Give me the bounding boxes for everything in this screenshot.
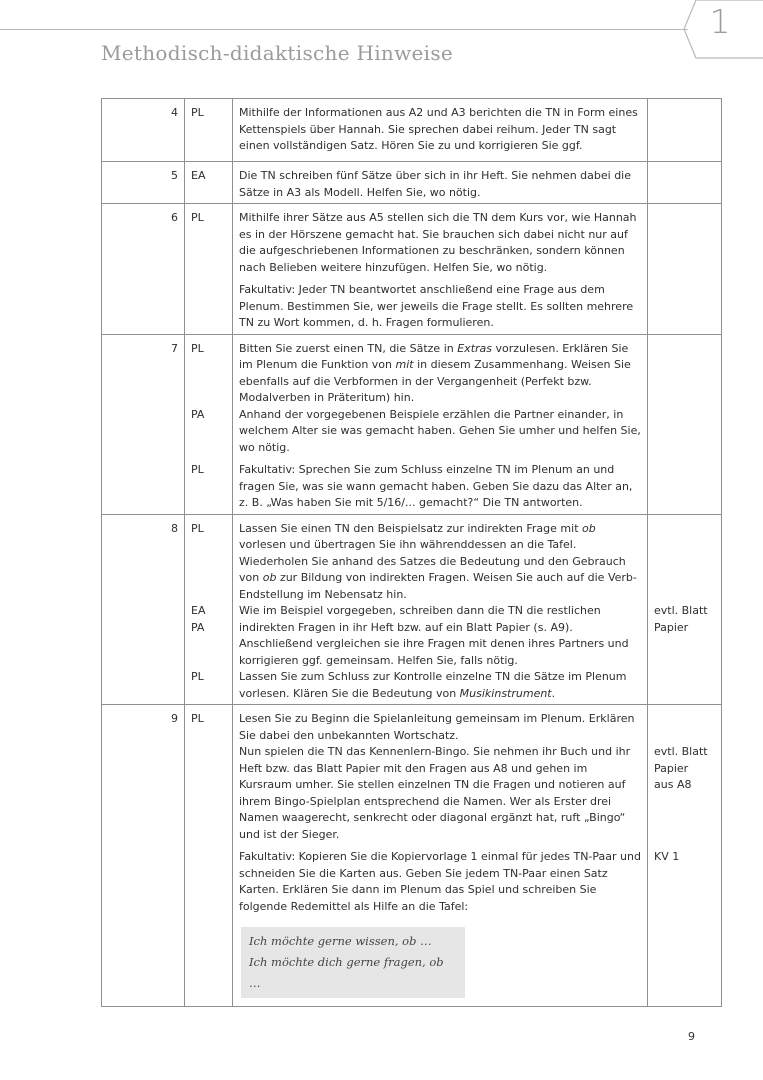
- table-row: [102, 99, 722, 162]
- material-cell: [648, 162, 722, 204]
- instruction-text: [233, 514, 648, 705]
- phrase-line: Ich möchte dich gerne fragen, ob …: [249, 955, 444, 990]
- step-number: 9: [102, 705, 185, 1007]
- instruction-text: [233, 705, 648, 1007]
- material-item: evtl. Blatt: [654, 604, 708, 617]
- social-form: PL: [185, 99, 233, 162]
- phrase-box: [241, 927, 465, 998]
- step-number: 7: [102, 334, 185, 514]
- phrase-line: Ich möchte gerne wissen, ob …: [249, 934, 432, 948]
- paragraph: Bitten Sie zuerst einen TN, die Sätze in Extras vorzulesen. Erklären Sie im Plenum die Funktion von mit in diesem Zusammenhang. Weisen Sie ebenfalls auf die Verbformen in der Vergangenheit (Perfekt bzw. Modalverben in Präteritum) hin.: [239, 341, 631, 404]
- social-form: PL: [191, 521, 204, 535]
- paragraph: Wie im Beispiel vorgegeben, schreiben dann die TN die restlichen indirekten Fragen in ihr Heft bzw. auf ein Blatt Papier (s. A9). Anschließend vergleichen sie ihre Fragen mit denen ihres Partners und korrigieren ggf. gemeinsam. Helfen Sie, falls nötig.: [239, 604, 629, 667]
- instruction-text: [233, 204, 648, 335]
- step-number: 6: [102, 204, 185, 335]
- paragraph-optional: Fakultativ: Sprechen Sie zum Schluss einzelne TN im Plenum an und fragen Sie, was sie wann gemacht haben. Geben Sie dazu das Alter an, z. B. „Was haben Sie mit 5/16/... gemacht?“ Die TN antworten.: [239, 463, 633, 509]
- header-rule: [0, 29, 688, 30]
- paragraph: Die TN schreiben fünf Sätze über sich in ihr Heft. Sie nehmen dabei die Sätze in A3 als Modell. Helfen Sie, wo nötig.: [239, 169, 632, 199]
- instruction-text: [233, 334, 648, 514]
- table-row: [102, 514, 722, 705]
- material-item: evtl. Blatt: [654, 745, 708, 758]
- table-row: [102, 705, 722, 1007]
- material-item: KV 1: [654, 850, 680, 863]
- page-title: Methodisch-didaktische Hinweise: [101, 41, 454, 65]
- paragraph-optional: Fakultativ: Kopieren Sie die Kopiervorlage 1 einmal für jedes TN-Paar und schneiden Sie die Karten aus. Geben Sie jedem TN-Paar einen Satz Karten. Erklären Sie dann im Plenum das Spiel und schreiben Sie folgende Redemittel als Hilfe an die Tafel:: [239, 850, 641, 913]
- material-cell: [648, 705, 722, 1007]
- material-cell: [648, 334, 722, 514]
- material-cell: [648, 204, 722, 335]
- step-number: 8: [102, 514, 185, 705]
- paragraph-optional: Fakultativ: Jeder TN beantwortet anschließend eine Frage aus dem Plenum. Bestimmen Sie, wer jeweils die Frage stellt. Es sollten mehrere TN zu Wort kommen, d. h. Fragen formulieren.: [239, 283, 634, 329]
- page-number: 9: [688, 1030, 695, 1043]
- social-form: PA: [191, 620, 205, 634]
- chapter-number: 1: [709, 2, 731, 41]
- paragraph: Lassen Sie einen TN den Beispielsatz zur indirekten Frage mit ob vorlesen und übertragen Sie ihn währenddessen an die Tafel. Wiederholen Sie anhand des Satzes die Bedeutung und den Gebrauch von ob zur Bildung von indirekten Fragen. Weisen Sie auch auf die Verb-Endstellung im Nebensatz hin.: [239, 521, 637, 601]
- social-form: PL: [191, 341, 204, 355]
- material-item: Papier: [654, 761, 689, 775]
- instruction-text: [233, 99, 648, 162]
- step-number: 5: [102, 162, 185, 204]
- social-form: EA: [191, 604, 206, 617]
- paragraph: Nun spielen die TN das Kennenlern-Bingo. Sie nehmen ihr Buch und ihr Heft bzw. das Blatt Papier mit den Fragen aus A8 und gehen im Kursraum umher. Sie stellen einzelnen TN die Fragen und notieren auf ihrem Bingo-Spielplan entsprechend die Namen. Wer als Erster drei Namen waagerecht, senkrecht oder diagonal ergänzt hat, ruft „Bingo“ und ist der Sieger.: [239, 745, 631, 841]
- material-item: Papier: [654, 620, 689, 634]
- material-cell: [648, 514, 722, 705]
- paragraph: Anhand der vorgegebenen Beispiele erzählen die Partner einander, in welchem Alter sie was gemacht haben. Gehen Sie umher und helfen Sie, wo nötig.: [239, 407, 641, 454]
- social-form: PL: [185, 204, 233, 335]
- step-number: 4: [102, 99, 185, 162]
- lesson-plan-table: [101, 98, 722, 1007]
- social-form: PL: [185, 705, 233, 1007]
- material-item: aus A8: [654, 778, 692, 791]
- paragraph: Lesen Sie zu Beginn die Spielanleitung gemeinsam im Plenum. Erklären Sie dabei den unbekannten Wortschatz.: [239, 712, 635, 742]
- table-row: [102, 162, 722, 204]
- social-form-stack: [185, 514, 233, 705]
- paragraph: Mithilfe ihrer Sätze aus A5 stellen sich die TN dem Kurs vor, wie Hannah es in der Hörszene gemacht hat. Sie brauchen sich dabei nicht nur auf die aufgeschriebenen Informationen zu beschränken, sondern können nach Belieben weitere hinzufügen. Helfen Sie, wo nötig.: [239, 211, 637, 274]
- social-form: PA: [191, 407, 205, 421]
- social-form: PL: [191, 670, 204, 683]
- table-row: [102, 204, 722, 335]
- social-form-stack: [185, 334, 233, 514]
- social-form: PL: [191, 463, 204, 476]
- paragraph: Mithilfe der Informationen aus A2 und A3 berichten die TN in Form eines Kettenspiels über Hannah. Sie sprechen dabei reihum. Jeder TN sagt einen vollständigen Satz. Hören Sie zu und korrigieren Sie ggf.: [239, 106, 638, 152]
- paragraph: Lassen Sie zum Schluss zur Kontrolle einzelne TN die Sätze im Plenum vorlesen. Klären Sie die Bedeutung von Musikinstrument.: [239, 670, 627, 700]
- table-row: [102, 334, 722, 514]
- instruction-text: [233, 162, 648, 204]
- material-cell: [648, 99, 722, 162]
- social-form: EA: [185, 162, 233, 204]
